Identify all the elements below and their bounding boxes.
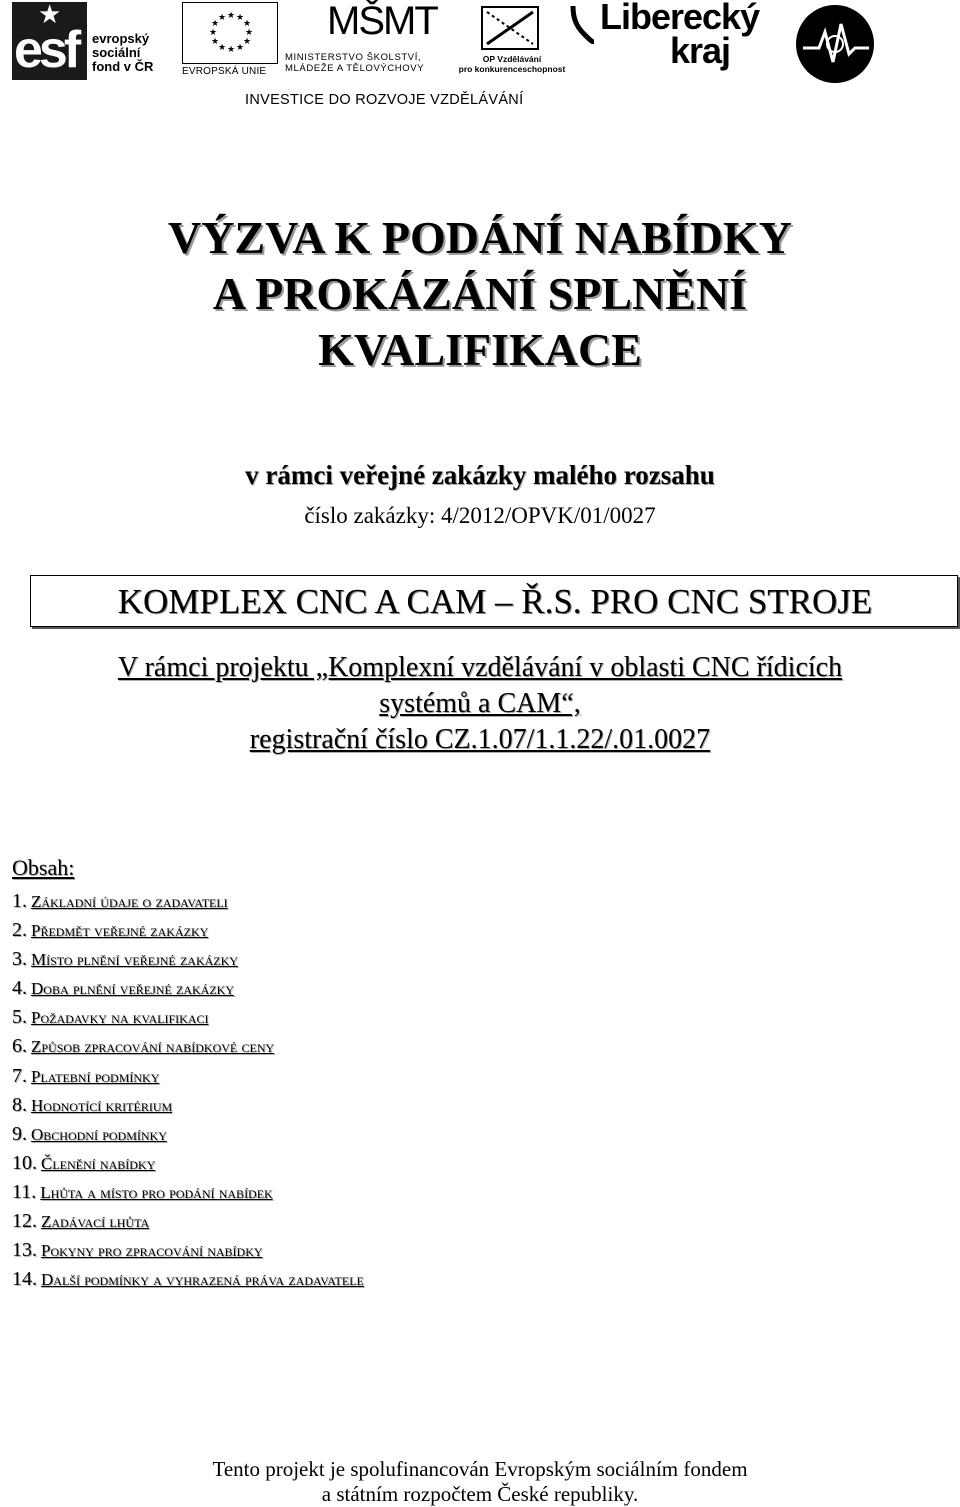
op-vk-caption-line: pro konkurenceschopnost bbox=[458, 64, 566, 74]
svg-text:★: ★ bbox=[210, 19, 220, 29]
svg-text:★: ★ bbox=[226, 45, 236, 55]
toc-item-number: 9. bbox=[12, 1122, 27, 1145]
project-name: KOMPLEX CNC A CAM – Ř.S. PRO CNC STROJE bbox=[117, 582, 873, 621]
toc-item[interactable] bbox=[12, 1120, 364, 1149]
order-number: číslo zakázky: 4/2012/OPVK/01/0027 bbox=[304, 503, 656, 528]
investice-tagline: INVESTICE DO ROZVOJE VZDĚLÁVÁNÍ bbox=[245, 92, 524, 108]
eu-logo bbox=[182, 2, 278, 82]
toc-item[interactable] bbox=[12, 1062, 364, 1091]
svg-text:★: ★ bbox=[226, 11, 236, 21]
svg-text:★: ★ bbox=[242, 19, 252, 29]
toc-item[interactable] bbox=[12, 1178, 364, 1207]
toc-item[interactable] bbox=[12, 945, 364, 974]
toc-item[interactable] bbox=[12, 887, 364, 916]
toc-item[interactable] bbox=[12, 1091, 364, 1120]
logo-strip bbox=[0, 0, 960, 115]
msmt-caption-line: MINISTERSTVO ŠKOLSTVÍ, bbox=[285, 52, 422, 63]
eu-caption: EVROPSKÁ UNIE bbox=[182, 66, 267, 77]
liberecky-kraj-line2: kraj bbox=[670, 30, 731, 71]
toc-item-label[interactable]: Způsob zpracování nabídkové ceny bbox=[31, 1037, 275, 1057]
toc-item[interactable] bbox=[12, 1149, 364, 1178]
toc-item-number: 6. bbox=[12, 1035, 27, 1058]
document-subtitle: v rámci veřejné zakázky malého rozsahu bbox=[245, 460, 715, 490]
footer-line: a státním rozpočtem České republiky. bbox=[321, 1482, 639, 1506]
toc-item-label[interactable]: Místo plnění veřejné zakázky bbox=[31, 950, 238, 970]
toc-item[interactable] bbox=[12, 1207, 364, 1236]
toc-item-number: 3. bbox=[12, 948, 27, 971]
footer-line: Tento projekt je spolufinancován Evropským sociálním fondem bbox=[212, 1457, 748, 1481]
toc-item-label[interactable]: Další podmínky a vyhrazená práva zadavatele bbox=[41, 1270, 364, 1290]
svg-text:★: ★ bbox=[210, 37, 220, 47]
framework-line: V rámci projektu „Komplexní vzdělávání v oblasti CNC řídicích bbox=[117, 652, 843, 683]
op-vk-logo bbox=[455, 2, 565, 84]
toc-item-label[interactable]: Hodnotící kritérium bbox=[31, 1095, 173, 1115]
msmt-caption-line: MLÁDEŽE A TĚLOVÝCHOVY bbox=[285, 63, 425, 74]
toc-item-label[interactable]: Doba plnění veřejné zakázky bbox=[31, 979, 235, 999]
toc-item[interactable] bbox=[12, 1003, 364, 1032]
svg-text:★: ★ bbox=[235, 13, 245, 23]
title-line: A PROKÁZÁNÍ SPLNĚNÍ bbox=[212, 268, 748, 319]
toc-item-number: 7. bbox=[12, 1064, 27, 1087]
eu-flag-icon bbox=[182, 2, 278, 64]
op-vk-caption bbox=[457, 54, 567, 74]
svg-text:★: ★ bbox=[242, 37, 252, 47]
liberecky-kraj-logo bbox=[570, 0, 780, 80]
toc-item-label[interactable]: Požadavky na kvalifikaci bbox=[31, 1008, 209, 1028]
esf-logo bbox=[12, 2, 182, 82]
toc-item-number: 8. bbox=[12, 1093, 27, 1116]
toc-item-number: 1. bbox=[12, 890, 27, 912]
svg-text:★: ★ bbox=[235, 43, 245, 53]
framework-line: registrační číslo CZ.1.07/1.1.22/.01.0027 bbox=[249, 724, 711, 755]
svg-text:★: ★ bbox=[244, 28, 254, 38]
project-name-box bbox=[30, 575, 958, 627]
title-line: VÝZVA K PODÁNÍ NABÍDKY bbox=[167, 212, 793, 263]
toc-item-label[interactable]: Členění nabídky bbox=[41, 1153, 156, 1173]
project-framework bbox=[0, 650, 960, 758]
toc-item-number: 10. bbox=[12, 1151, 37, 1174]
toc-item[interactable] bbox=[12, 1236, 364, 1265]
funding-footer bbox=[0, 1457, 960, 1507]
toc-item[interactable] bbox=[12, 916, 364, 945]
liberecky-kraj-line1: Liberecký bbox=[600, 0, 760, 37]
op-vk-caption-line: OP Vzdělávání bbox=[482, 54, 542, 64]
toc-item-label[interactable]: Platební podmínky bbox=[31, 1066, 160, 1086]
toc-heading: Obsah: bbox=[12, 855, 75, 880]
toc-item-label[interactable]: Lhůta a místo pro podání nabídek bbox=[40, 1182, 273, 1202]
star-icon: ★ bbox=[38, 0, 62, 29]
esf-letters: esf bbox=[14, 21, 78, 79]
svg-text:★: ★ bbox=[208, 28, 218, 38]
liberecky-kraj-text bbox=[600, 0, 760, 71]
toc-item-label[interactable]: Předmět veřejné zakázky bbox=[31, 921, 209, 941]
toc-item-number: 13. bbox=[12, 1239, 37, 1262]
toc-item-number: 4. bbox=[12, 977, 27, 1000]
esf-mark bbox=[12, 2, 87, 80]
svg-text:★: ★ bbox=[217, 43, 227, 53]
msmt-caption bbox=[285, 52, 455, 74]
op-vk-mark-icon bbox=[481, 6, 539, 50]
table-of-contents bbox=[12, 887, 364, 1294]
toc-item[interactable] bbox=[12, 974, 364, 1003]
framework-line: systémů a CAM“, bbox=[379, 688, 581, 719]
wave-icon bbox=[570, 4, 596, 44]
toc-item[interactable] bbox=[12, 1032, 364, 1061]
svg-text:★: ★ bbox=[217, 13, 227, 23]
esf-caption-line: fond v ČR bbox=[92, 59, 154, 74]
msmt-mark: MŠMT bbox=[327, 0, 437, 43]
toc-item-number: 2. bbox=[12, 919, 27, 942]
toc-item-number: 11. bbox=[12, 1180, 37, 1203]
school-emblem-icon bbox=[795, 4, 875, 84]
msmt-logo bbox=[285, 0, 450, 82]
toc-item-number: 14. bbox=[12, 1268, 37, 1291]
esf-caption-line: evropský bbox=[92, 31, 150, 46]
toc-item-number: 5. bbox=[12, 1006, 27, 1029]
document-title bbox=[0, 210, 960, 378]
toc-item-label[interactable]: Základní údaje o zadavateli bbox=[31, 892, 228, 911]
title-line: KVALIFIKACE bbox=[318, 324, 642, 375]
esf-caption bbox=[92, 32, 153, 74]
toc-item-label[interactable]: Pokyny pro zpracování nabídky bbox=[41, 1241, 263, 1261]
toc-item-label[interactable]: Zadávací lhůta bbox=[41, 1212, 150, 1232]
esf-caption-line: sociální bbox=[92, 45, 141, 60]
toc-item-label[interactable]: Obchodní podmínky bbox=[31, 1124, 167, 1144]
toc-item-number: 12. bbox=[12, 1210, 37, 1233]
toc-item[interactable] bbox=[12, 1265, 364, 1294]
